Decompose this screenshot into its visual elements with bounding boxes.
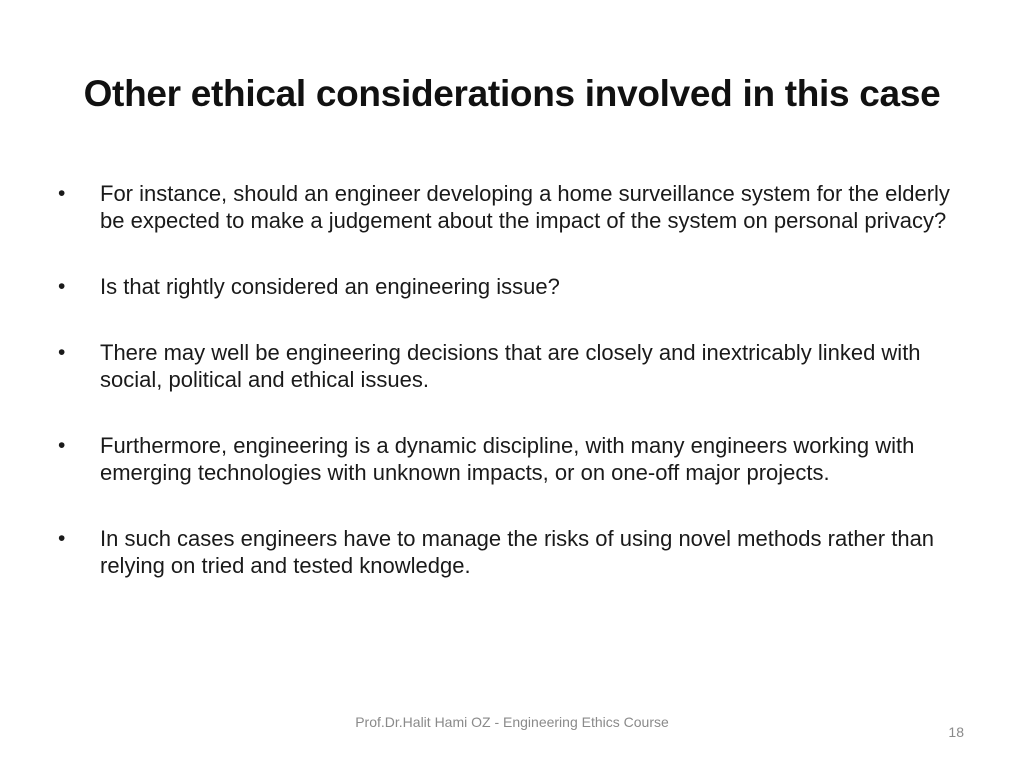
bullet-item [58, 339, 978, 393]
slide-footer: Prof.Dr.Halit Hami OZ - Engineering Ethics Course [355, 714, 669, 730]
bullet-marker: • [58, 341, 66, 364]
bullet-text: Is that rightly considered an engineering issue? [100, 274, 560, 299]
bullet-marker: • [58, 275, 66, 298]
page-number: 18 [948, 724, 964, 740]
bullet-text: There may well be engineering decisions that are closely and inextricably linked with social, political and ethical issues. [100, 340, 921, 392]
bullet-item [58, 180, 978, 234]
bullet-marker: • [58, 434, 66, 457]
bullet-text: For instance, should an engineer developing a home surveillance system for the elderly be expected to make a judgement about the impact of the system on personal privacy? [100, 181, 950, 233]
bullet-item [58, 525, 978, 579]
bullet-list [58, 180, 978, 618]
bullet-text: Furthermore, engineering is a dynamic discipline, with many engineers working with emerging technologies with unknown impacts, or on one-off major projects. [100, 433, 915, 485]
bullet-marker: • [58, 527, 66, 550]
slide-title: Other ethical considerations involved in this case [83, 72, 941, 114]
bullet-item [58, 273, 978, 300]
bullet-text: In such cases engineers have to manage the risks of using novel methods rather than relying on tried and tested knowledge. [100, 526, 935, 578]
bullet-item [58, 432, 978, 486]
bullet-marker: • [58, 182, 66, 205]
